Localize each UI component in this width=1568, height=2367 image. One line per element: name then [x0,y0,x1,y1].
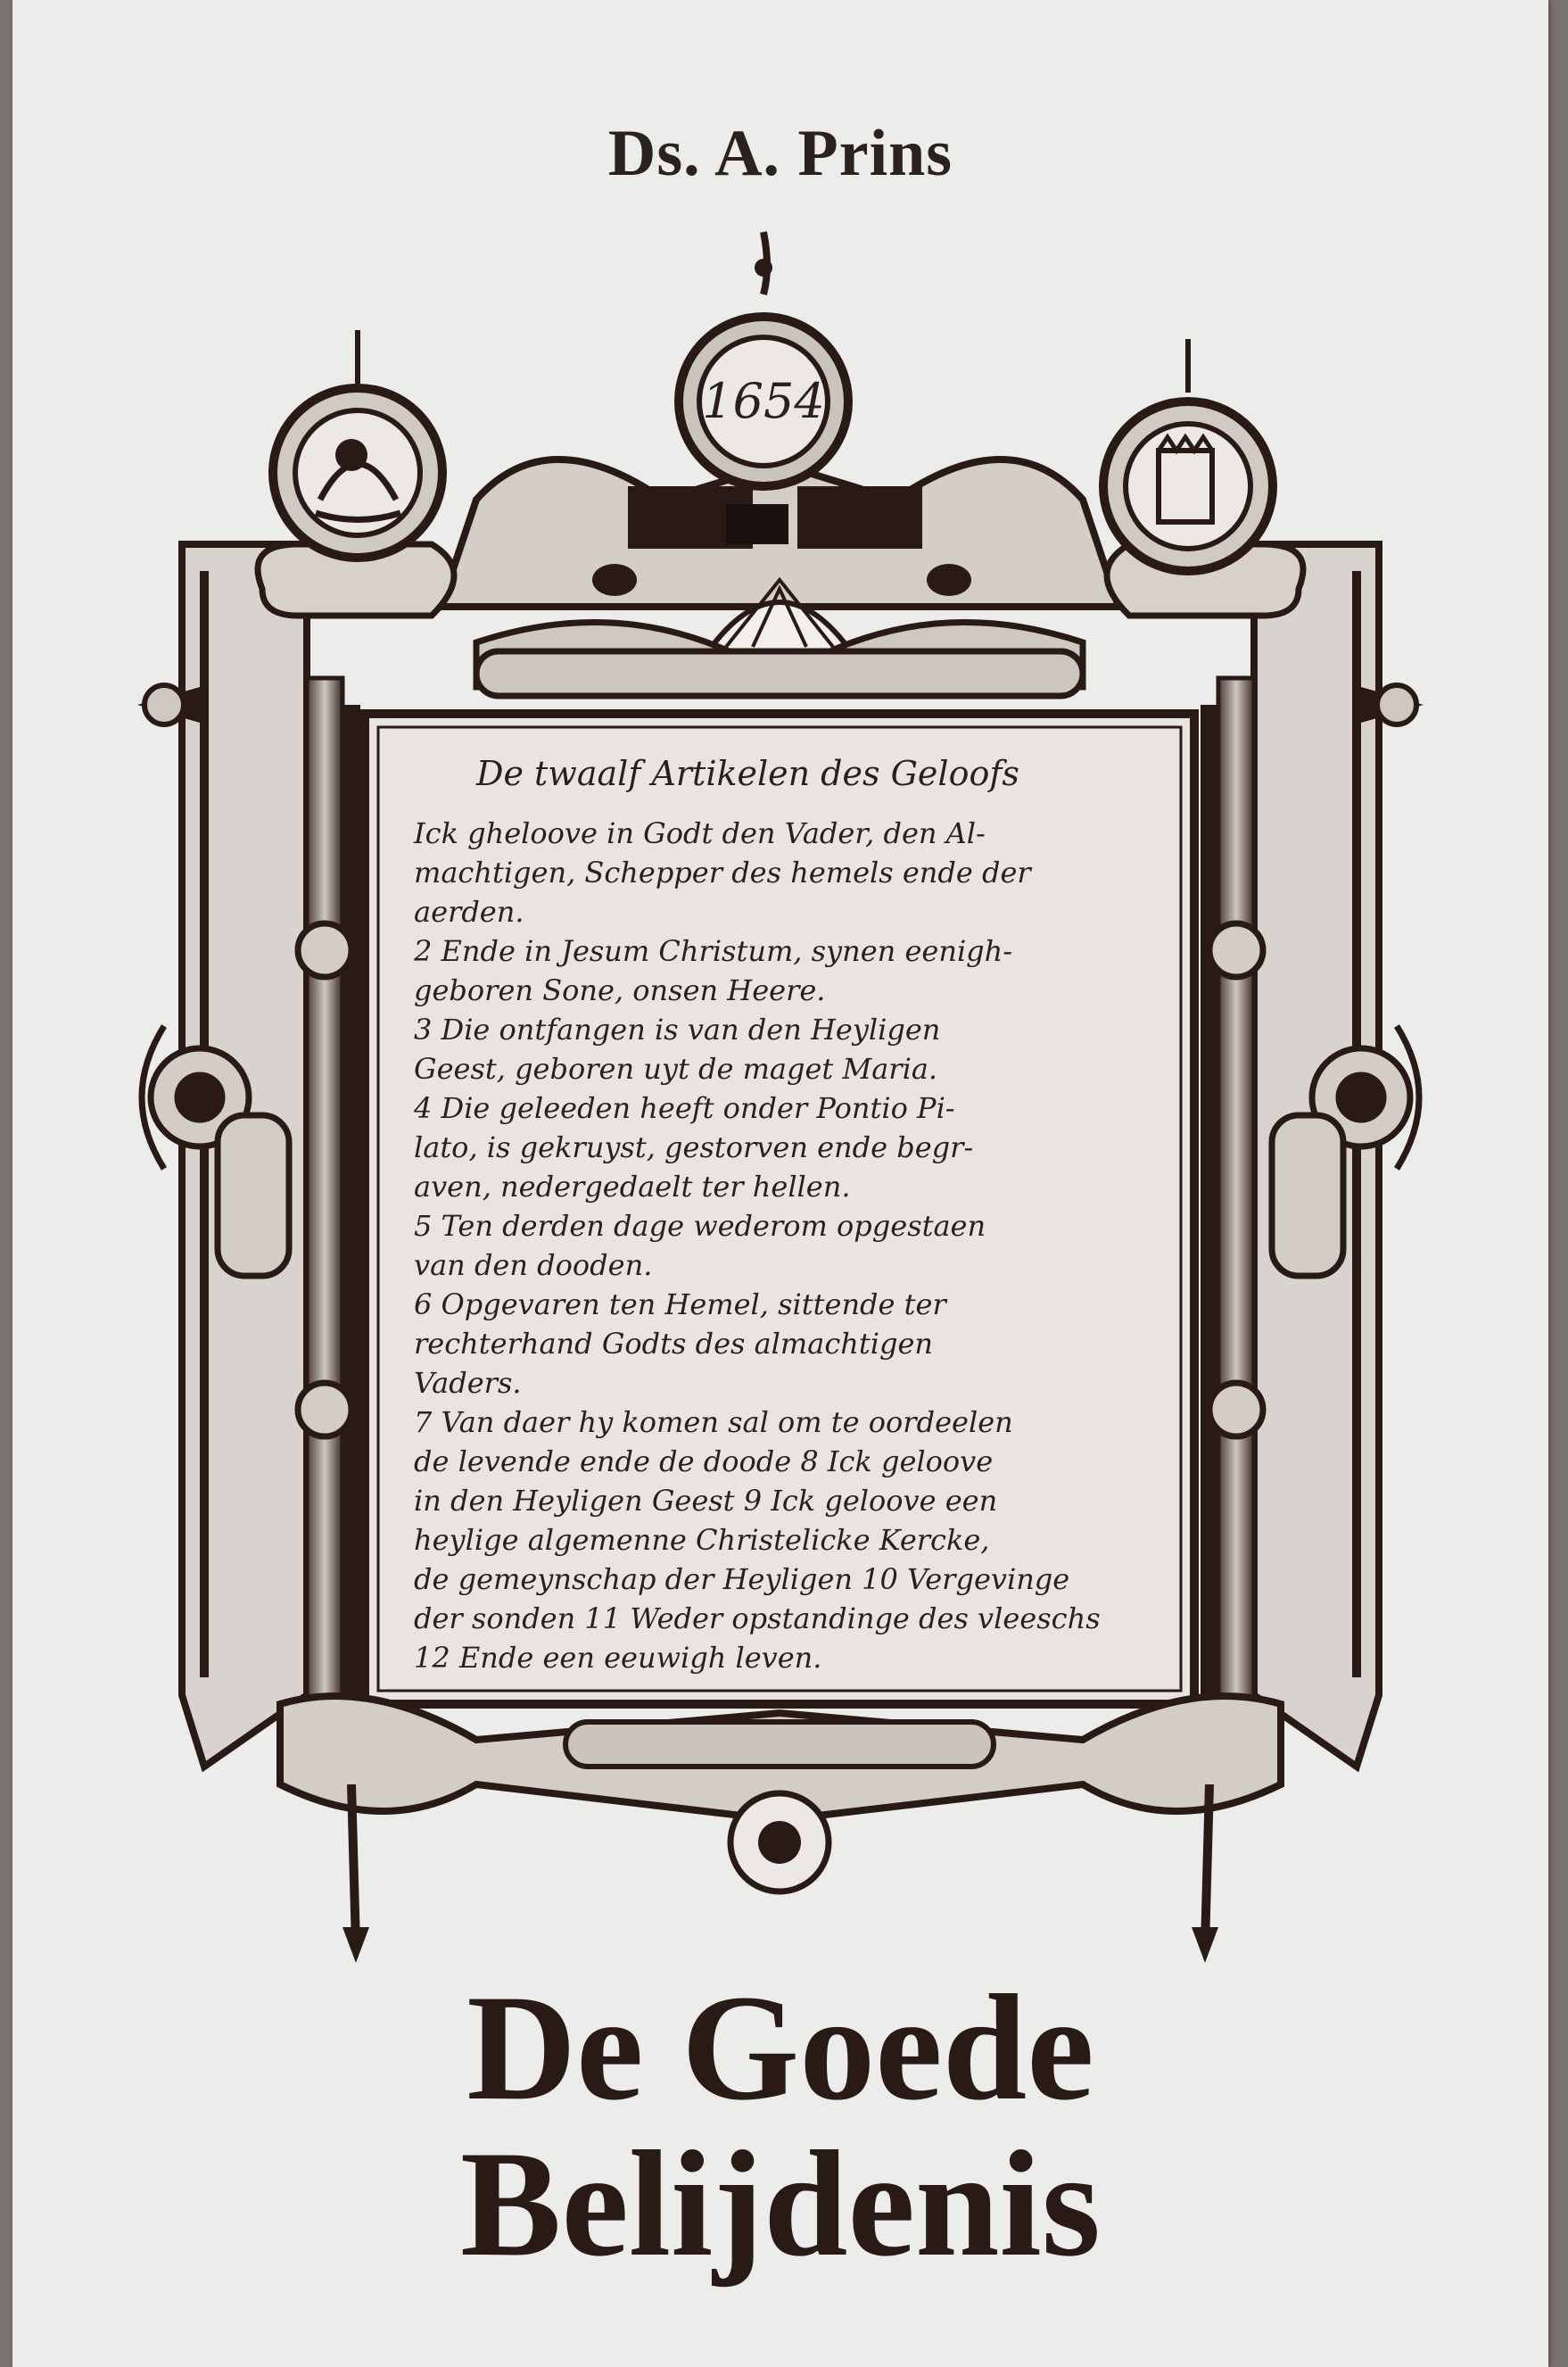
tablet-line: geboren Sone, onsen Heere. [414,973,826,1007]
tablet-line: 5 Ten derden dage wederom opgestaen [414,1209,986,1243]
tablet-line: 12 Ende een eeuwigh leven. [414,1641,822,1675]
tablet-line: heylige algemenne Christelicke Kercke, [414,1523,990,1557]
tablet-line: in den Heyligen Geest 9 Ick geloove een [414,1484,998,1518]
tablet-line: machtigen, Schepper des hemels ende der [414,856,1031,890]
tablet-line: 4 Die geleeden heeft onder Pontio Pi- [414,1091,955,1125]
tablet-line: rechterhand Godts des almachtigen [414,1327,933,1361]
title-line-2: Belijdenis [460,2120,1101,2288]
center-medallion [679,232,848,486]
tablet-line: lato, is gekruyst, gestorven ende begr- [414,1130,974,1164]
bottom-ornament [280,1696,1281,1963]
tablet-line: de levende ende de doode 8 Ick geloove [414,1444,994,1478]
year-medallion-text: 1654 [702,373,825,429]
tablet-line: Vaders. [414,1366,522,1400]
tablet-line: aerden. [414,895,524,929]
tablet-line: van den dooden. [414,1248,653,1282]
left-medallion [273,330,442,558]
book-cover [12,0,1548,2367]
right-medallion [1103,339,1273,571]
tablet-line: 3 Die ontfangen is van den Heyligen [414,1013,941,1047]
tablet-line: der sonden 11 Weder opstandinge des vleeschs [414,1601,1101,1635]
tablet-line: aven, nedergedaelt ter hellen. [414,1170,851,1204]
tablet-line: Ick gheloove in Godt den Vader, den Al- [414,816,986,850]
tablet-heading: De twaalf Artikelen des Geloofs [476,754,1019,793]
tablet-line: 6 Opgevaren ten Hemel, sittende ter [414,1287,946,1321]
tablet-line: Geest, geboren uyt de maget Maria. [414,1052,938,1086]
tablet-line: 7 Van daer hy komen sal om te oordeelen [414,1405,1013,1439]
tablet-line: de gemeynschap der Heyligen 10 Vergevinge [414,1562,1070,1596]
title-line-1: De Goede [466,1964,1094,2131]
author-name: Ds. A. Prins [607,117,953,190]
tablet-line: 2 Ende in Jesum Christum, synen eenigh- [414,934,1013,968]
